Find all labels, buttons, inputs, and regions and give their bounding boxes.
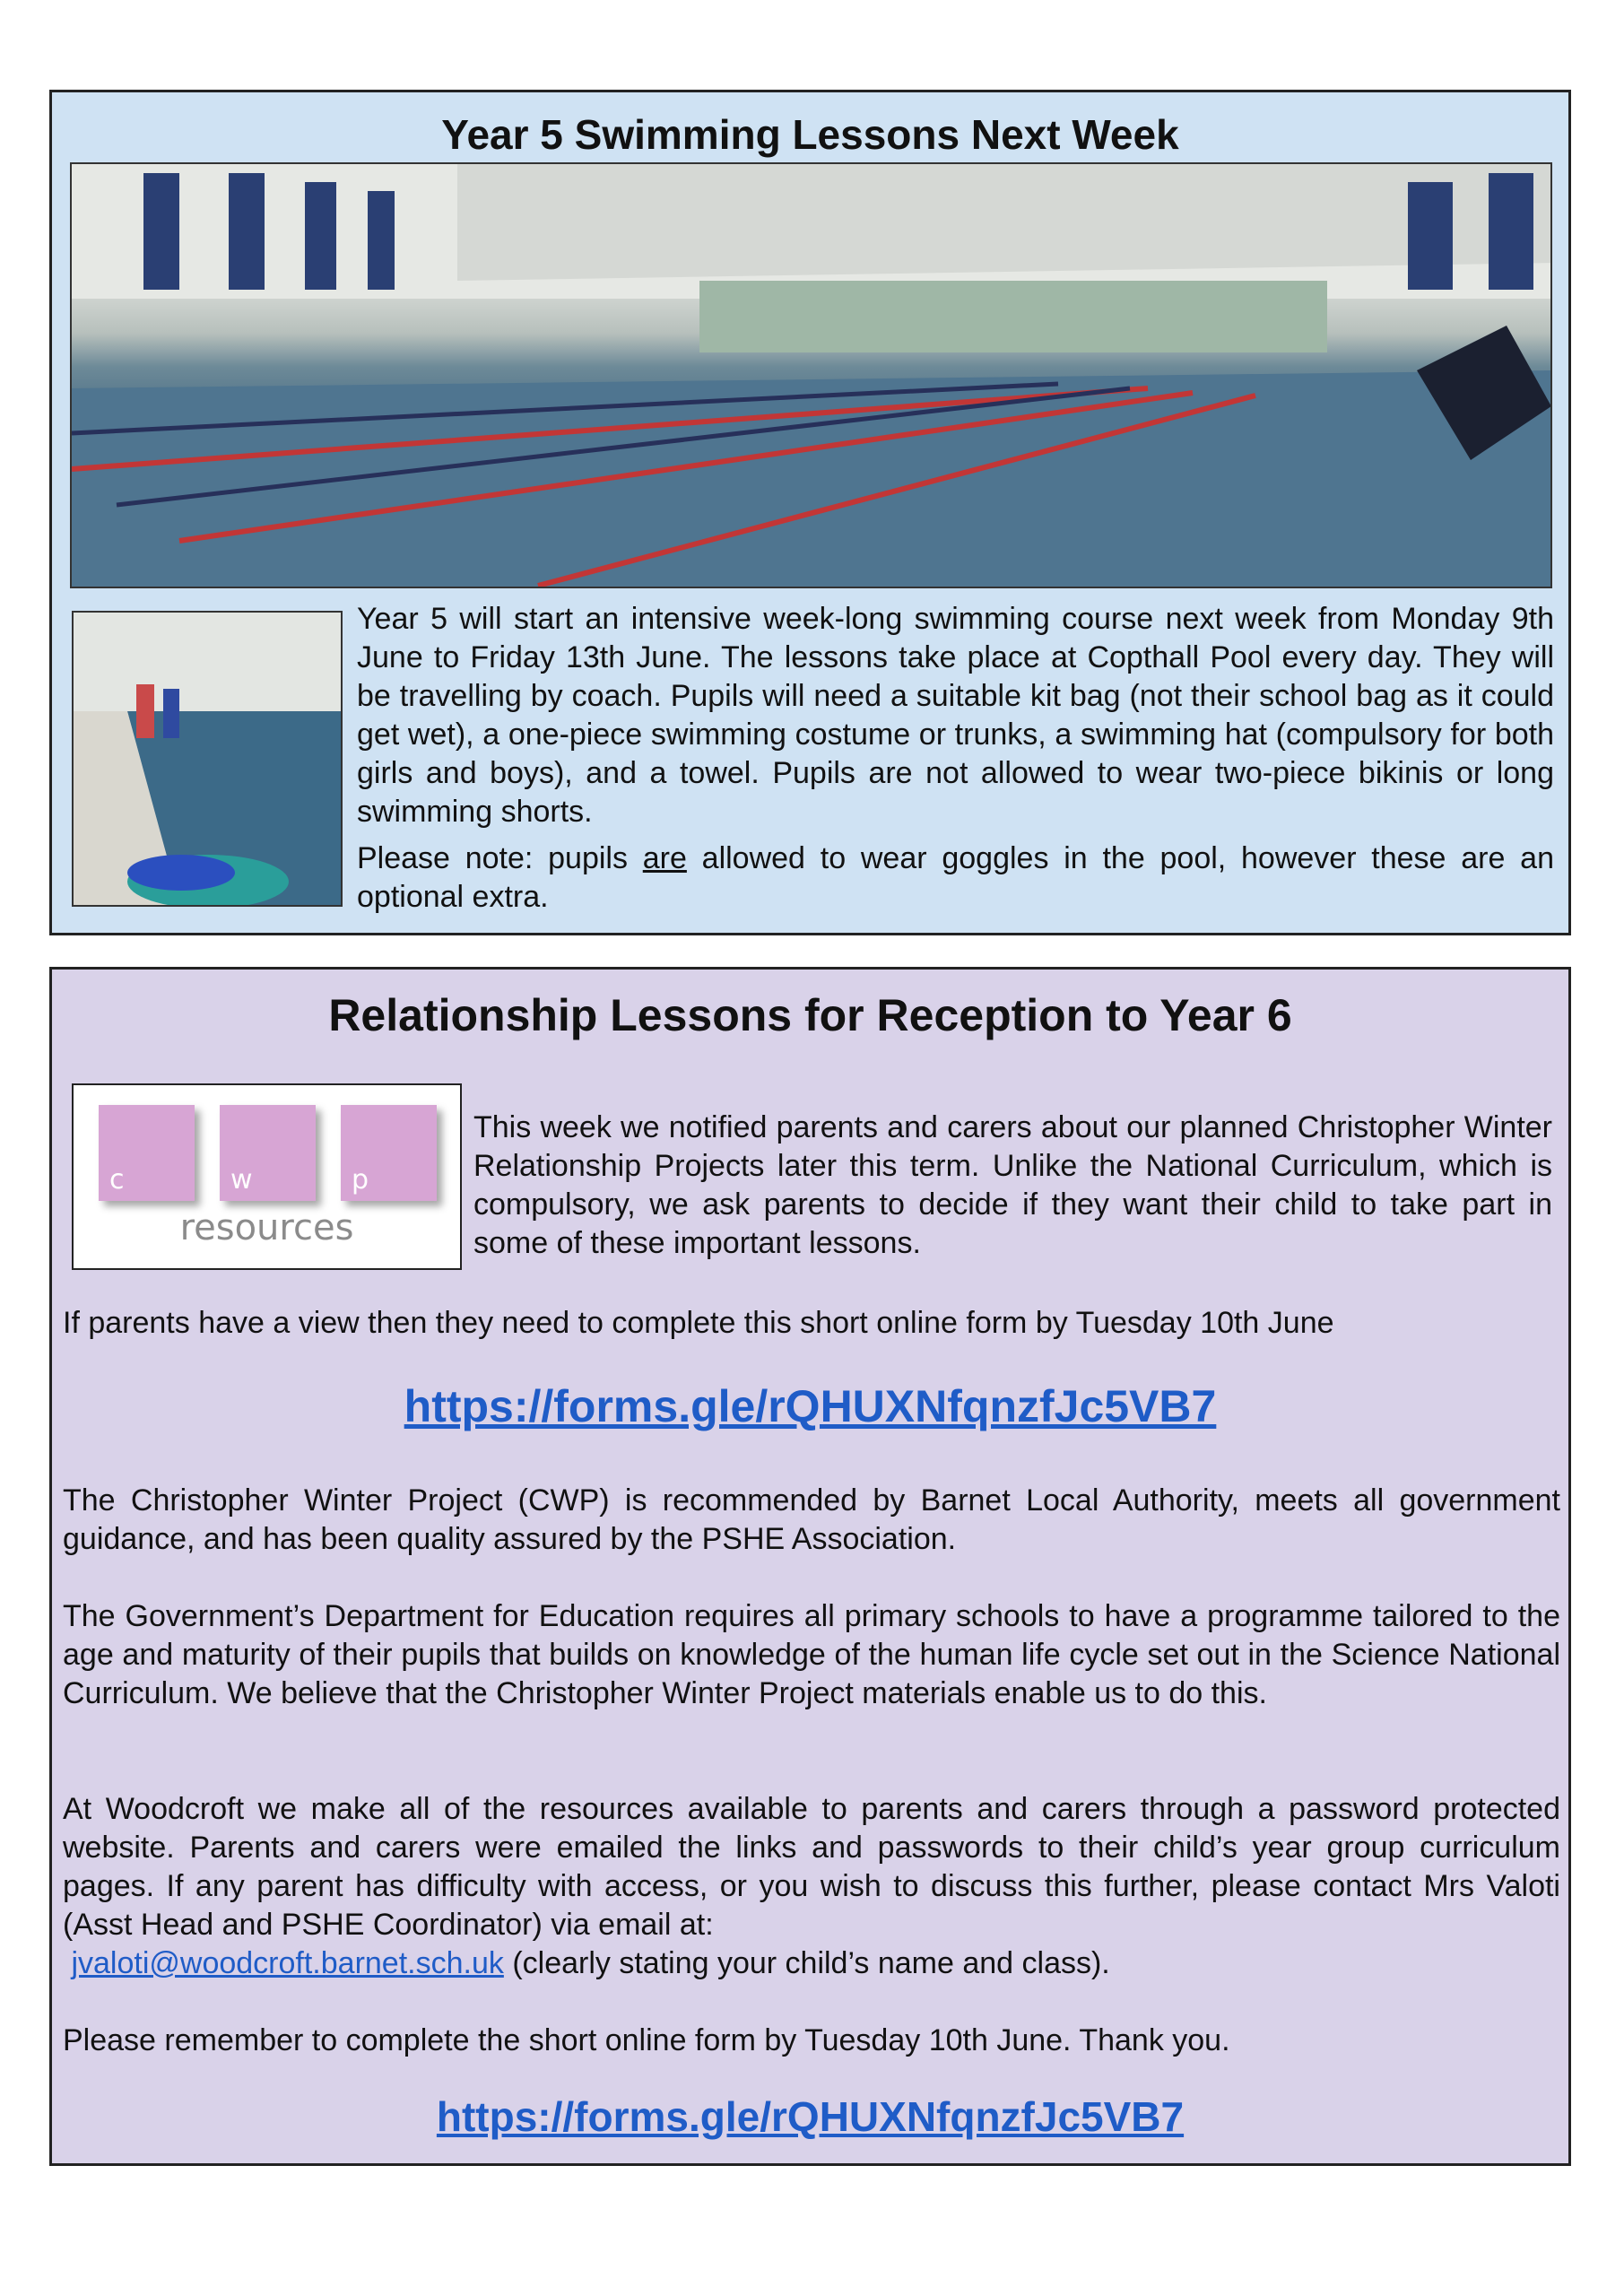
poolside-photo bbox=[72, 611, 343, 907]
relationship-intro-text: This week we notified parents and carers about our planned Christopher Winter Relationship Projects later this term. Unlike the National Curriculum, which is compulsory, we ask parents to decide if they want their child to take part in some of these important lessons. bbox=[473, 1110, 1552, 1260]
dfe-requirement-text: The Government’s Department for Education requires all primary schools to have a programme tailored to the age and maturity of their pupils that builds on knowledge of the human life cycle set out in the Science National Curriculum. We believe that the Christopher Winter Project materials enable us to do this. bbox=[63, 1599, 1560, 1710]
email-instructions: (clearly stating your child’s name and class). bbox=[503, 1946, 1110, 1980]
goggles-note-end: allowed to wear goggles in the pool, however these are an optional extra. bbox=[357, 841, 1554, 914]
online-form-link-bottom[interactable]: https://forms.gle/rQHUXNfqnzfJc5VB7 bbox=[436, 2093, 1185, 2140]
form-deadline-text: If parents have a view then they need to complete this short online form by Tuesday 10th June bbox=[63, 1306, 1334, 1340]
logo-letter-w: w bbox=[230, 1164, 253, 1196]
relationship-title: Relationship Lessons for Reception to Year 6 bbox=[328, 990, 1292, 1040]
logo-word: resources bbox=[179, 1207, 354, 1248]
logo-letter-p: p bbox=[352, 1164, 369, 1196]
goggles-note-emphasis: are bbox=[642, 841, 687, 875]
relationship-section bbox=[49, 967, 1571, 2166]
swimming-goggles-note bbox=[357, 839, 1554, 917]
cwp-recommendation-text: The Christopher Winter Project (CWP) is recommended by Barnet Local Authority, meets all government guidance, and has been quality assured by the PSHE Association. bbox=[63, 1483, 1560, 1556]
swimming-details-text: Year 5 will start an intensive week-long swimming course next week from Monday 9th June to Friday 13th June. The lessons take place at Copthall Pool every day. They will be travelling by coach. Pupils will need a suitable kit bag (not their school bag as it could get wet), a one-piece swimming costume or trunks, a swimming hat (compulsory for both girls and boys), and a towel. Pupils are not allowed to wear two-piece bikinis or long swimming shorts. bbox=[357, 602, 1554, 829]
logo-tile-p bbox=[341, 1105, 437, 1201]
logo-tile-c bbox=[99, 1105, 195, 1201]
resources-access-text bbox=[63, 1790, 1560, 1983]
resources-access-body: At Woodcroft we make all of the resources available to parents and carers through a password protected website. Parents and carers were emailed the links and passwords to their child’s year group curriculum pages. If any parent has difficulty with access, or you wish to discuss this further, please contact Mrs Valoti (Asst Head and PSHE Coordinator) via email at: bbox=[63, 1792, 1560, 1942]
goggles-note-start: Please note: pupils bbox=[357, 841, 643, 875]
email-link[interactable]: jvaloti@woodcroft.barnet.sch.uk bbox=[71, 1946, 504, 1980]
logo-tile-w bbox=[220, 1105, 316, 1201]
pool-photo bbox=[70, 162, 1552, 588]
swimming-section bbox=[49, 90, 1571, 935]
online-form-link[interactable]: https://forms.gle/rQHUXNfqnzfJc5VB7 bbox=[404, 1381, 1217, 1431]
swimming-title: Year 5 Swimming Lessons Next Week bbox=[441, 111, 1179, 158]
reminder-text: Please remember to complete the short online form by Tuesday 10th June. Thank you. bbox=[63, 2023, 1230, 2057]
cwp-resources-logo bbox=[72, 1083, 462, 1270]
logo-letter-c: c bbox=[109, 1164, 125, 1196]
